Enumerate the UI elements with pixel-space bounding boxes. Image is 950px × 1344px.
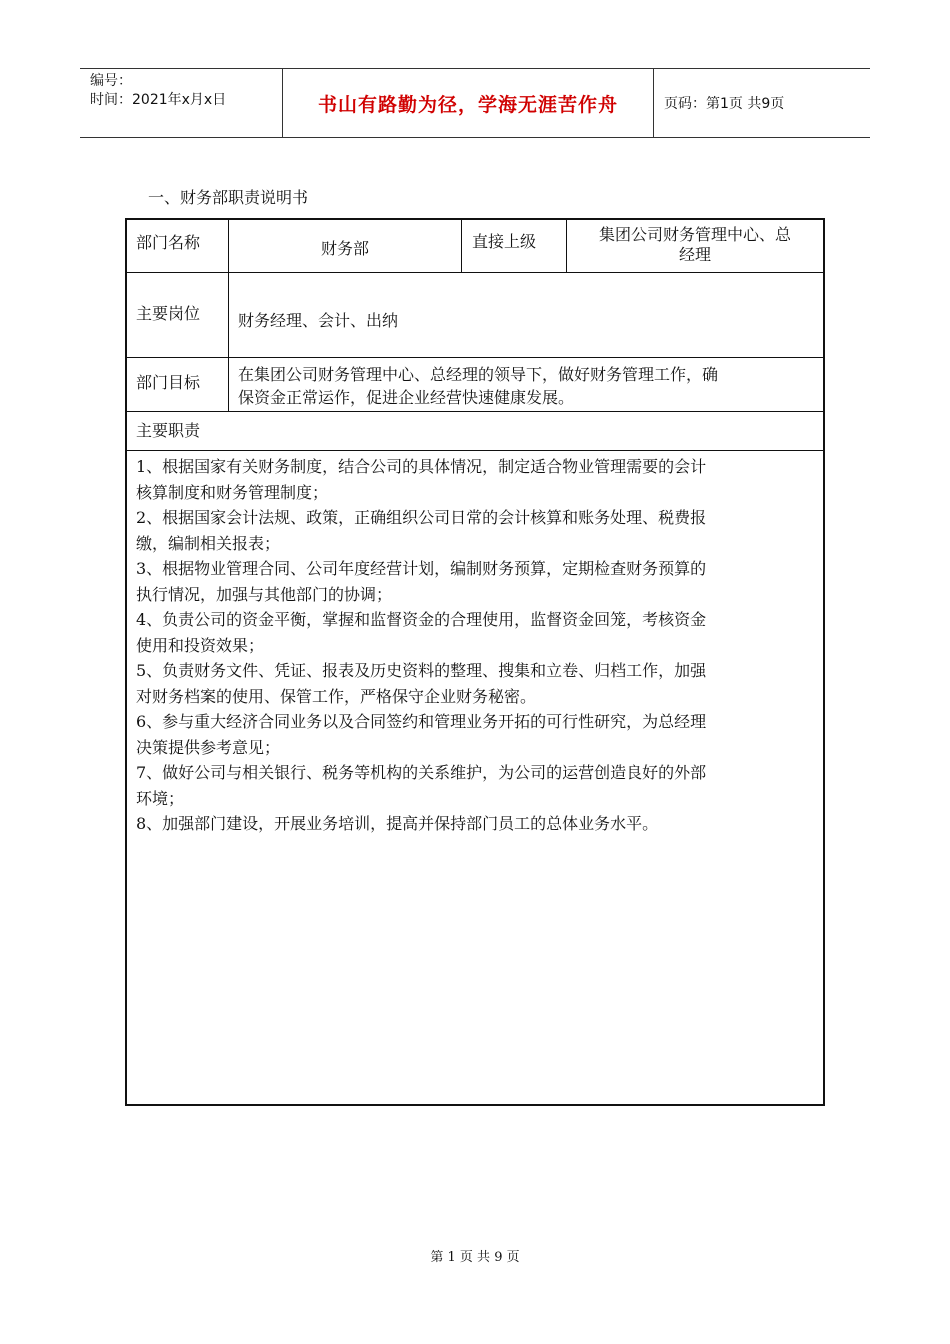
table-row-dept [127, 220, 823, 273]
duty-line: 5、负责财务文件、凭证、报表及历史资料的整理、搜集和立卷、归档工作，加强 [136, 661, 707, 680]
table-row-duties-header [127, 412, 823, 451]
superior-label: 直接上级 [462, 220, 567, 272]
duties-list [127, 451, 823, 837]
positions-label: 主要岗位 [127, 273, 229, 357]
duty-table [125, 218, 825, 1106]
page-footer: 第 1 页 共 9 页 [430, 1250, 520, 1265]
document-header [80, 68, 870, 138]
duty-line: 2、根据国家会计法规、政策，正确组织公司日常的会计核算和账务处理、税费报 [136, 508, 707, 527]
dept-name-label: 部门名称 [127, 220, 229, 272]
header-motto-cell [282, 69, 654, 137]
superior-value: 集团公司财务管理中心、总 经理 [598, 225, 791, 264]
table-row-positions [127, 273, 823, 358]
duty-line: 7、做好公司与相关银行、税务等机构的关系维护，为公司的运营创造良好的外部 [136, 763, 707, 782]
duty-line: 环境； [136, 788, 185, 808]
table-row-goal [127, 358, 823, 412]
motto-text: 书山有路勤为径，学海无涯苦作舟 [317, 93, 618, 116]
duty-line: 执行情况，加强与其他部门的协调； [136, 584, 393, 604]
section-title: 一、财务部职责说明书 [148, 188, 309, 207]
duty-line: 8、加强部门建设，开展业务培训，提高并保持部门员工的总体业务水平。 [136, 814, 659, 833]
number-label: 编号： [90, 73, 132, 89]
positions-value: 财务经理、会计、出纳 [238, 311, 399, 330]
duty-line: 使用和投资效果； [136, 635, 265, 655]
duty-line: 6、参与重大经济合同业务以及合同签约和管理业务开拓的可行性研究，为总经理 [136, 712, 707, 731]
table-row-duties [127, 451, 823, 1104]
duty-line: 核算制度和财务管理制度； [136, 482, 329, 502]
duties-label: 主要职责 [136, 421, 201, 440]
duty-line: 决策提供参考意见； [136, 737, 281, 757]
duty-line: 1、根据国家有关财务制度，结合公司的具体情况，制定适合物业管理需要的会计 [136, 457, 707, 476]
duty-line: 4、负责公司的资金平衡，掌握和监督资金的合理使用，监督资金回笼，考核资金 [136, 610, 707, 629]
dept-name-value: 财务部 [229, 220, 462, 272]
duty-line: 对财务档案的使用、保管工作，严格保守企业财务秘密。 [136, 686, 537, 706]
goal-value: 在集团公司财务管理中心、总经理的领导下，做好财务管理工作，确 保资金正常运作，促进企业经营快速健康发展。 [238, 365, 719, 407]
header-meta [80, 69, 282, 137]
page-info-text: 页码：第1页 共9页 [664, 96, 785, 112]
goal-label: 部门目标 [127, 358, 229, 411]
duty-line: 缴，编制相关报表； [136, 533, 281, 553]
duty-line: 3、根据物业管理合同、公司年度经营计划，编制财务预算，定期检查财务预算的 [136, 559, 707, 578]
header-page-info [654, 69, 870, 137]
time-label: 时间：2021年x月x日 [90, 92, 227, 108]
